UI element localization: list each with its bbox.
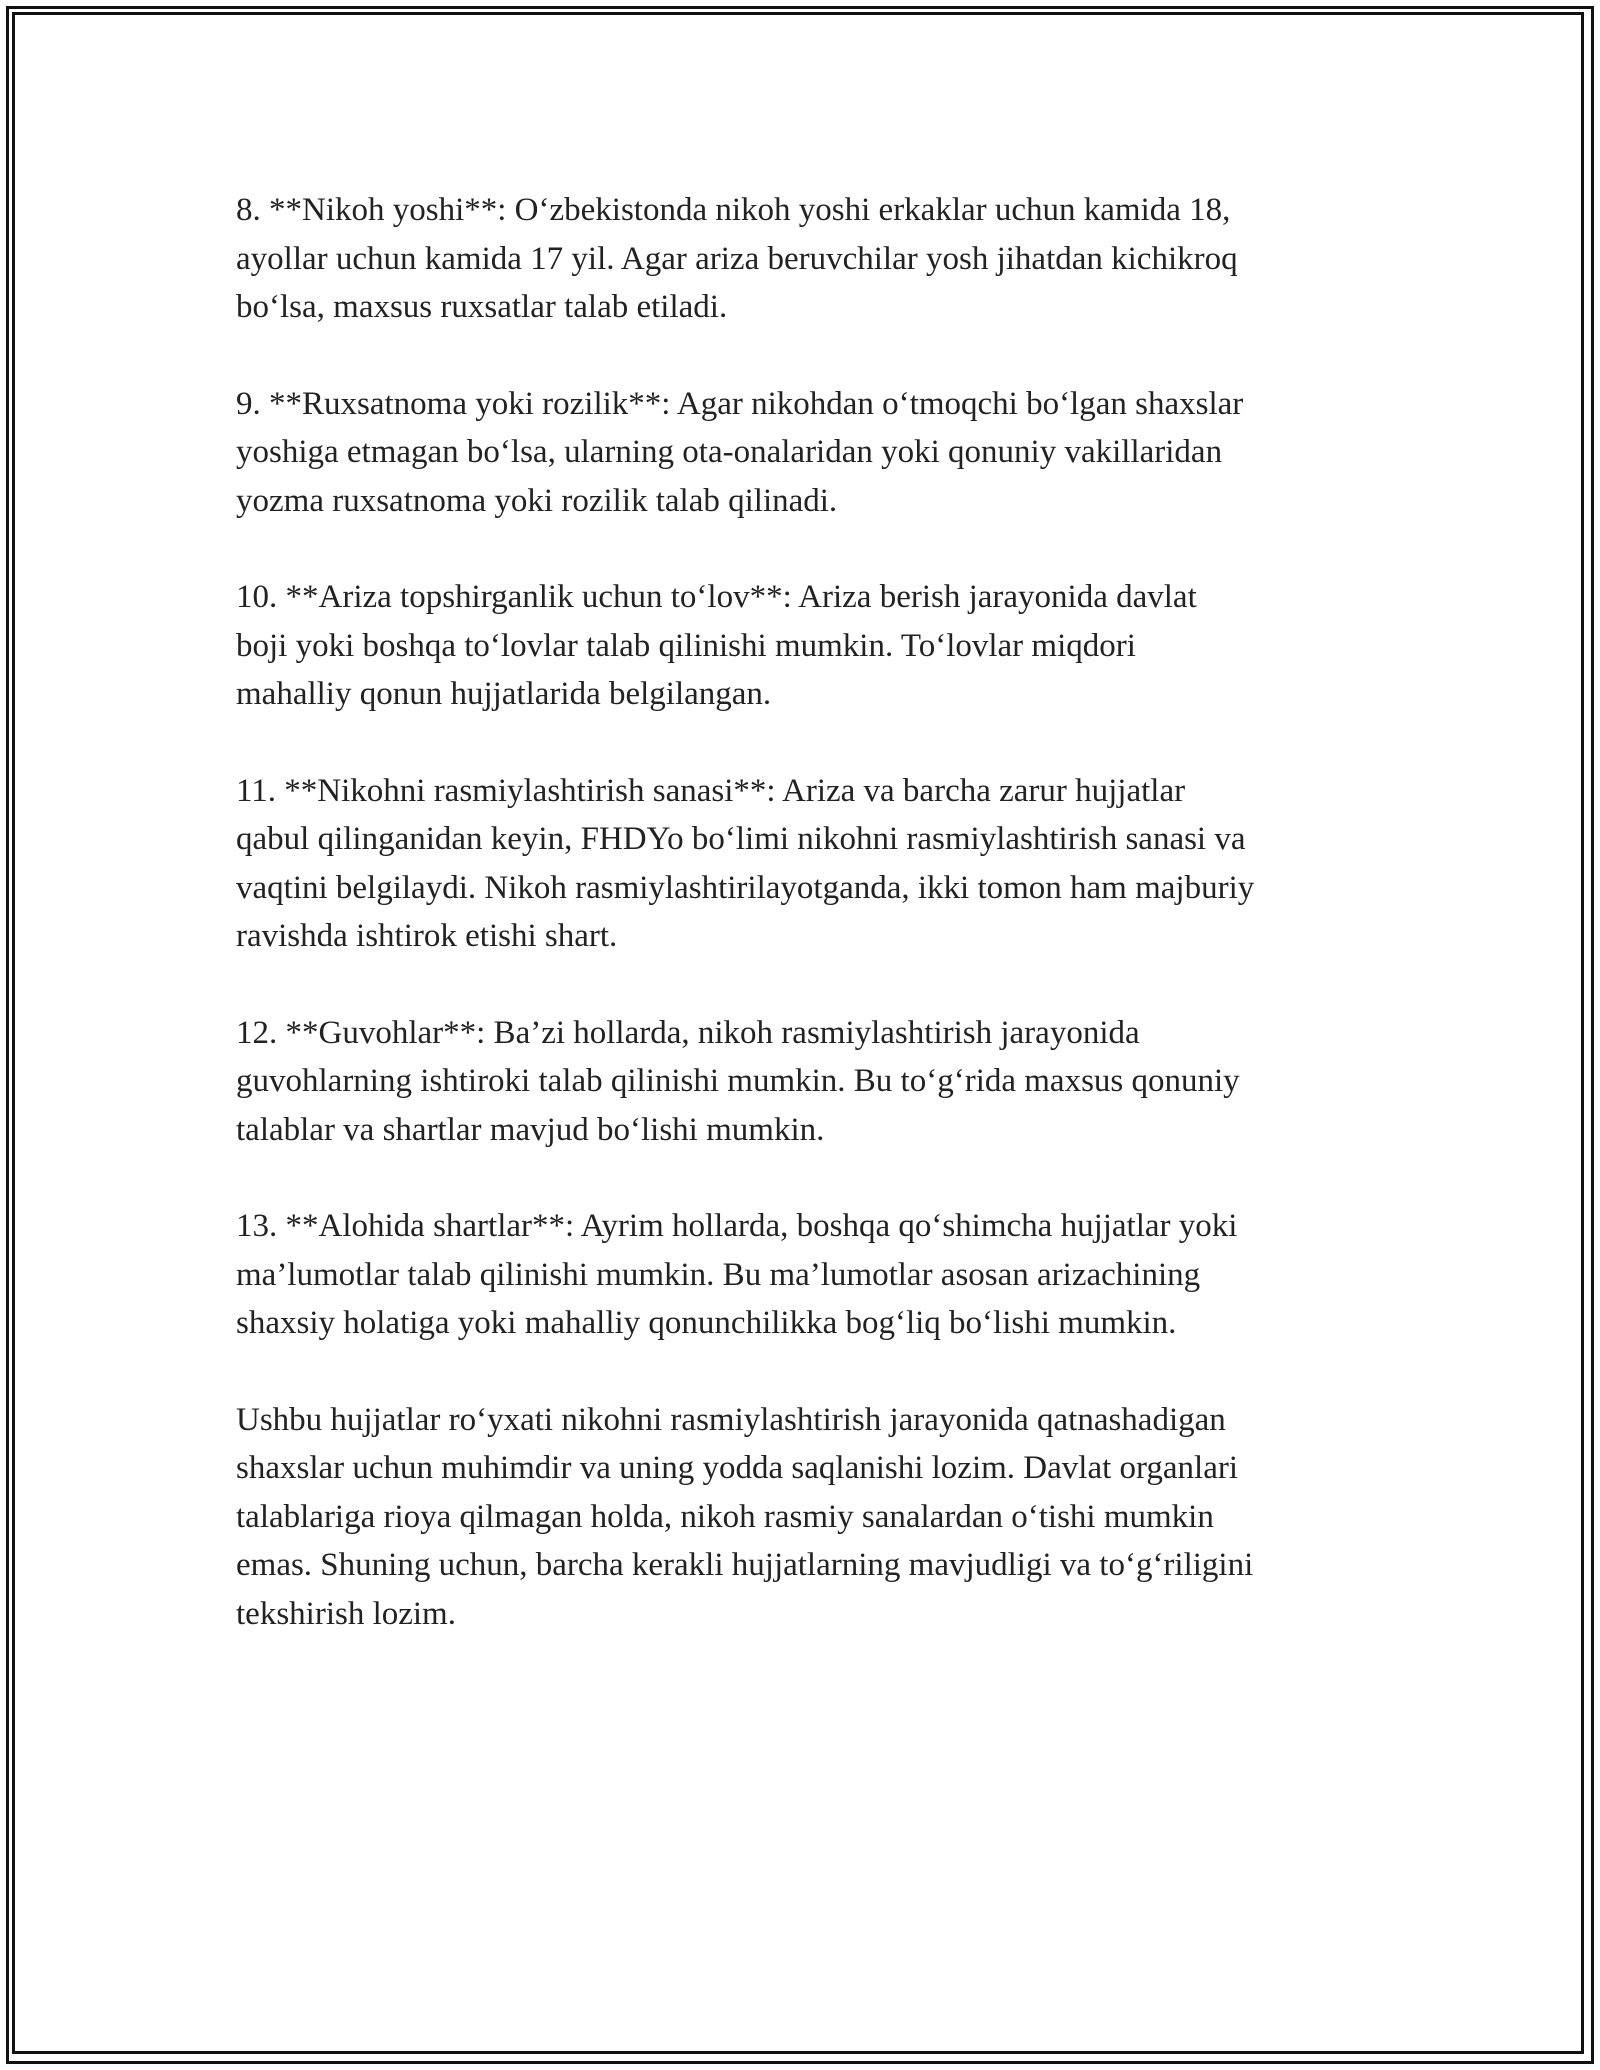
paragraph-tolov: 10. **Ariza topshirganlik uchun to‘lov**: Ariza berish jarayonida davlat boji yoki boshqa to‘lovlar talab qilinishi mumkin. To‘lovlar miqdori mahalliy qonun hujjatlarida belgilangan. xyxy=(236,579,1197,712)
paragraph-ruxsatnoma: 9. **Ruxsatnoma yoki rozilik**: Agar nikohdan o‘tmoqchi bo‘lgan shaxslar yoshiga etmagan bo‘lsa, ularning ota-onalaridan yoki qonuniy vakillaridan yozma ruxsatnoma yoki rozilik talab qilinadi. xyxy=(236,385,1244,519)
paragraph-nikoh-yoshi: 8. **Nikoh yoshi**: O‘zbekistonda nikoh yoshi erkaklar uchun kamida 18, ayollar uchun kamida 17 yil. Agar ariza beruvchilar yosh jihatdan kichikroq bo‘lsa, maxsus ruxsatlar talab etiladi. xyxy=(236,192,1238,325)
document-body xyxy=(236,186,1386,1686)
paragraph-sana: 11. **Nikohni rasmiylashtirish sanasi**: Ariza va barcha zarur hujjatlar qabul qilinganidan keyin, FHDYo bo‘limi nikohni rasmiylashtirish sanasi va vaqtini belgilaydi. Nikoh rasmiylashtirilayotganda, ikki tomon ham majburiy ravishda ishtirok etishi shart. xyxy=(236,772,1255,954)
paragraph-conclusion: Ushbu hujjatlar ro‘yxati nikohni rasmiylashtirish jarayonida qatnashadigan shaxslar uchun muhimdir va uning yodda saqlanishi lozim. Davlat organlari talablariga rioya qilmagan holda, nikoh rasmiy sanalardan o‘tishi mumkin emas. Shuning uchun, barcha kerakli hujjatlarning mavjudligi va to‘g‘riligini tekshirish lozim. xyxy=(236,1401,1254,1632)
paragraph-guvohlar: 12. **Guvohlar**: Ba’zi hollarda, nikoh rasmiylashtirish jarayonida guvohlarning ishtiroki talab qilinishi mumkin. Bu to‘g‘rida maxsus qonuniy talablar va shartlar mavjud bo‘lishi mumkin. xyxy=(236,1014,1240,1148)
paragraph-alohida-shartlar: 13. **Alohida shartlar**: Ayrim hollarda, boshqa qo‘shimcha hujjatlar yoki ma’lumotlar talab qilinishi mumkin. Bu ma’lumotlar asosan arizachining shaxsiy holatiga yoki mahalliy qonunchilikka bog‘liq bo‘lishi mumkin. xyxy=(236,1208,1238,1341)
